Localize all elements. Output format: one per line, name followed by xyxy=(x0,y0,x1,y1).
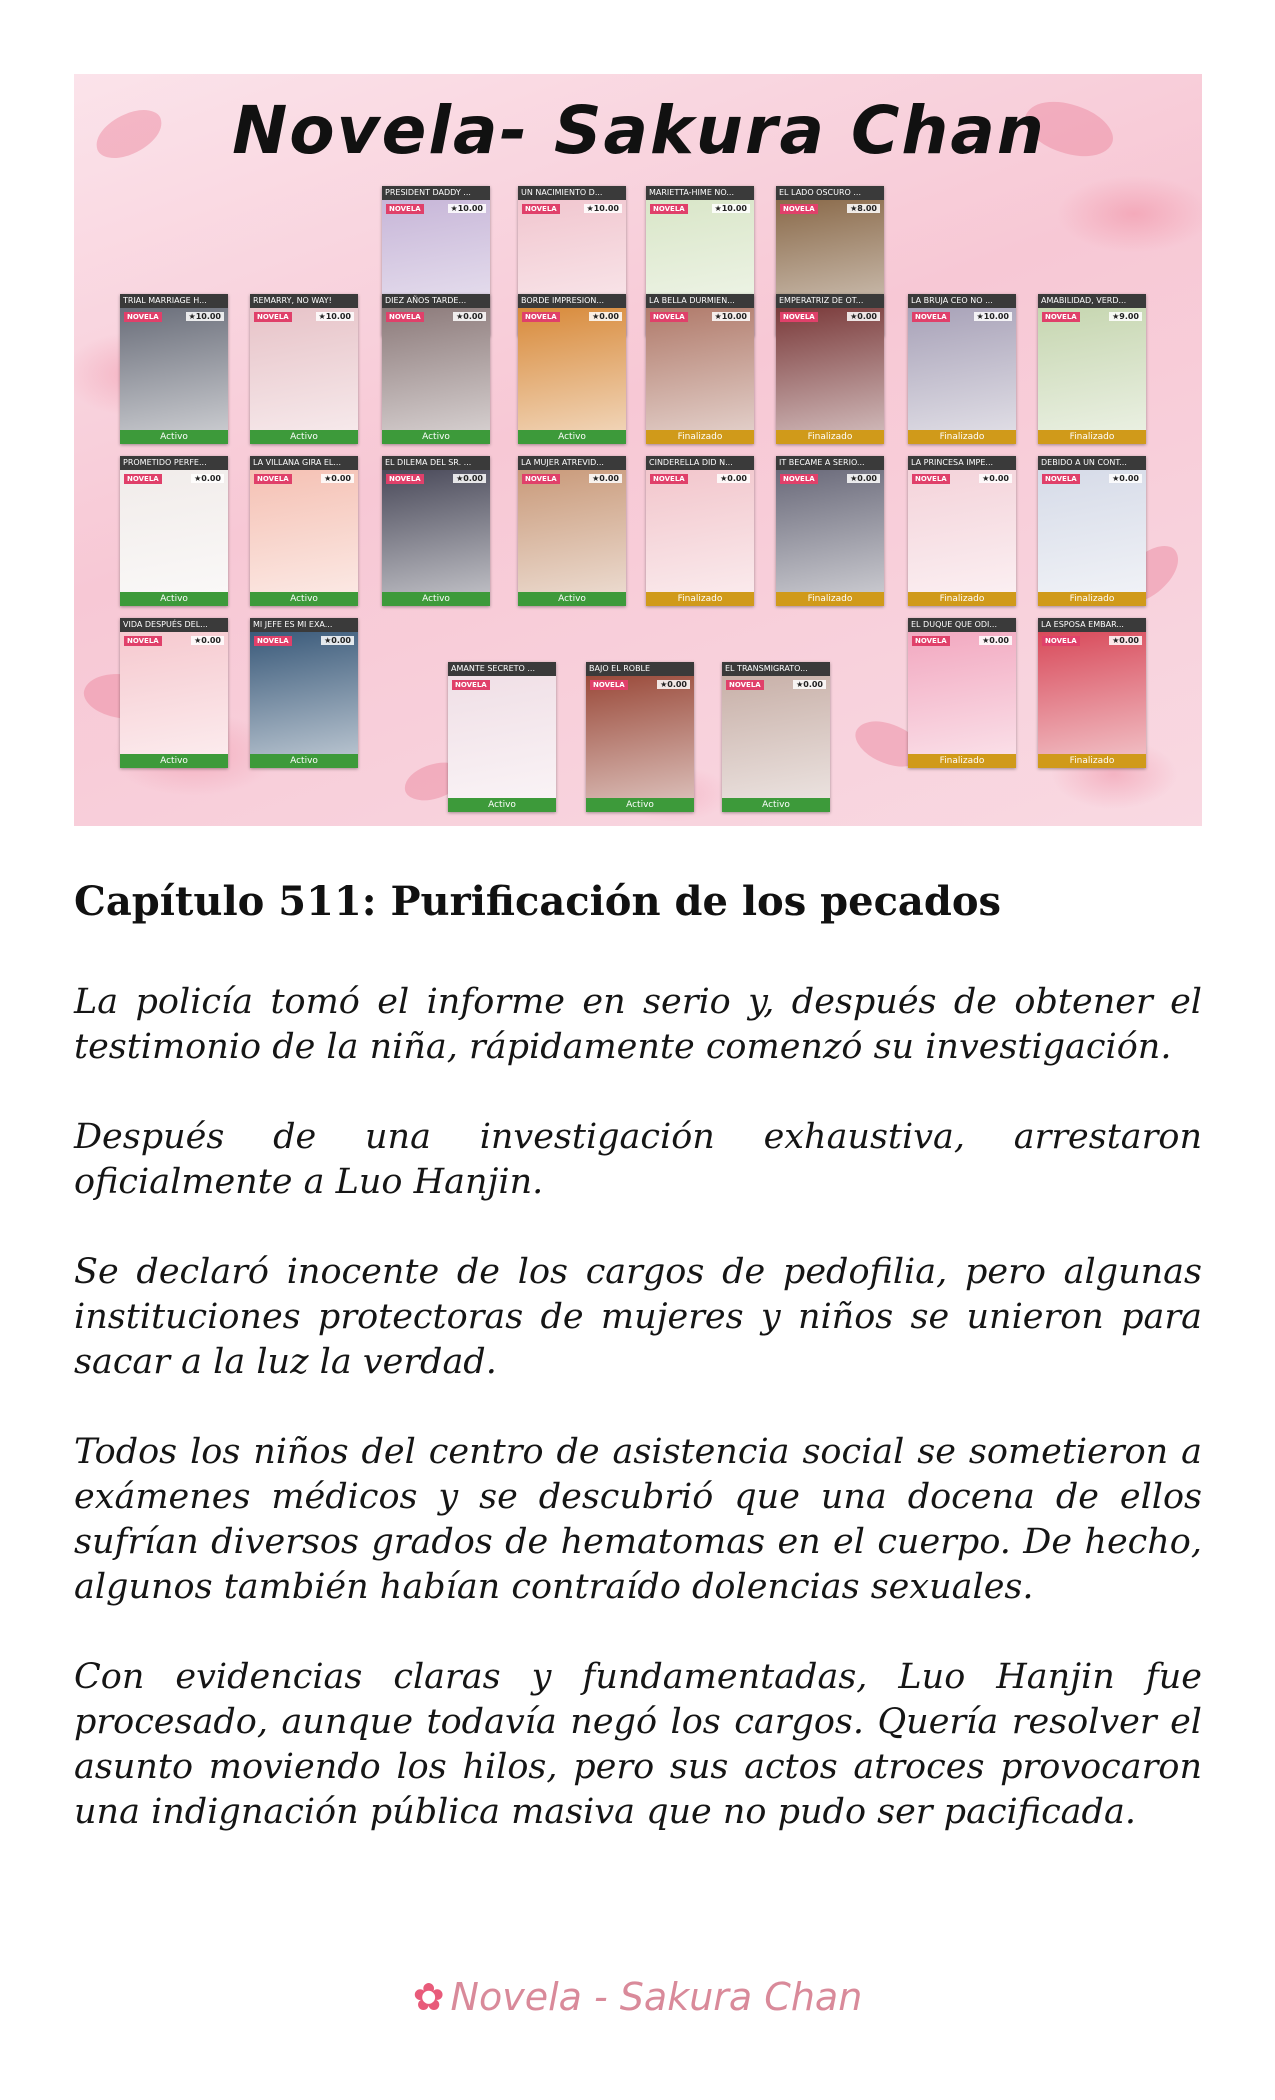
cover-title: PROMETIDO PERFE... xyxy=(120,456,228,470)
cover-status: Activo xyxy=(250,754,358,768)
cover-art xyxy=(776,470,884,592)
cover-tag: NOVELA xyxy=(386,204,424,214)
cover-rating: ★0.00 xyxy=(847,312,880,321)
novel-cover-card[interactable] xyxy=(120,294,228,444)
cover-rating: ★0.00 xyxy=(589,312,622,321)
cover-art xyxy=(908,632,1016,754)
cover-tag: NOVELA xyxy=(912,312,950,322)
novel-cover-card[interactable] xyxy=(1038,618,1146,768)
cover-rating: ★0.00 xyxy=(453,474,486,483)
cover-art xyxy=(646,470,754,592)
cover-title: LA MUJER ATREVID... xyxy=(518,456,626,470)
cover-title: EL LADO OSCURO ... xyxy=(776,186,884,200)
cover-rating: ★10.00 xyxy=(584,204,622,213)
cover-title: IT BECAME A SERIO... xyxy=(776,456,884,470)
cover-tag: NOVELA xyxy=(124,474,162,484)
cover-title: MI JEFE ES MI EXA... xyxy=(250,618,358,632)
cover-status: Finalizado xyxy=(908,592,1016,606)
cover-art xyxy=(382,470,490,592)
cover-title: BAJO EL ROBLE xyxy=(586,662,694,676)
novel-cover-card[interactable] xyxy=(120,456,228,606)
cover-status: Finalizado xyxy=(776,430,884,444)
cover-status: Activo xyxy=(250,430,358,444)
cover-tag: NOVELA xyxy=(1042,474,1080,484)
cover-status: Activo xyxy=(518,430,626,444)
cover-tag: NOVELA xyxy=(124,636,162,646)
cover-title: UN NACIMIENTO D... xyxy=(518,186,626,200)
cover-rating: ★0.00 xyxy=(717,474,750,483)
footer-watermark xyxy=(0,1975,1275,2019)
cover-title: PRESIDENT DADDY ... xyxy=(382,186,490,200)
cover-title: BORDE IMPRESION... xyxy=(518,294,626,308)
paragraph: La policía tomó el informe en serio y, después de obtener el testimonio de la niña, rápidamente comenzó su investigación. xyxy=(74,982,1202,1067)
cover-tag: NOVELA xyxy=(650,312,688,322)
cover-rating: ★10.00 xyxy=(974,312,1012,321)
novel-cover-card[interactable] xyxy=(250,456,358,606)
cover-title: EL DUQUE QUE ODI... xyxy=(908,618,1016,632)
cover-rating: ★0.00 xyxy=(979,474,1012,483)
cover-tag: NOVELA xyxy=(650,474,688,484)
footer-text: Novela - Sakura Chan xyxy=(450,1975,863,2019)
novel-cover-card[interactable] xyxy=(382,294,490,444)
cover-art xyxy=(120,308,228,430)
paragraph: Después de una investigación exhaustiva, arrestaron oficialmente a Luo Hanjin. xyxy=(74,1117,1202,1202)
cover-rating: ★0.00 xyxy=(321,474,354,483)
sakura-flower-icon: ✿ xyxy=(412,1975,445,2019)
cover-art xyxy=(646,308,754,430)
cover-status: Activo xyxy=(448,798,556,812)
novel-cover-card[interactable] xyxy=(646,294,754,444)
cover-title: VIDA DESPUÉS DEL... xyxy=(120,618,228,632)
cover-status: Finalizado xyxy=(908,754,1016,768)
cover-title: LA BELLA DURMIEN... xyxy=(646,294,754,308)
paragraph: Se declaró inocente de los cargos de pedofilia, pero algunas instituciones protectoras de mujeres y niños se unieron para sacar a la luz la verdad. xyxy=(74,1252,1202,1382)
cover-tag: NOVELA xyxy=(912,636,950,646)
cover-rating: ★10.00 xyxy=(186,312,224,321)
cover-rating: ★0.00 xyxy=(1109,474,1142,483)
cover-title: LA ESPOSA EMBAR... xyxy=(1038,618,1146,632)
novel-cover-card[interactable] xyxy=(776,456,884,606)
cover-status: Activo xyxy=(382,430,490,444)
cover-title: DEBIDO A UN CONT... xyxy=(1038,456,1146,470)
novel-cover-card[interactable] xyxy=(120,618,228,768)
cover-art xyxy=(722,676,830,798)
cover-rating: ★0.00 xyxy=(847,474,880,483)
novel-cover-card[interactable] xyxy=(1038,456,1146,606)
cover-tag: NOVELA xyxy=(522,204,560,214)
cover-status: Finalizado xyxy=(1038,592,1146,606)
cover-art xyxy=(120,470,228,592)
cover-status: Finalizado xyxy=(776,592,884,606)
cover-tag: NOVELA xyxy=(1042,636,1080,646)
novel-collection-banner xyxy=(74,74,1202,826)
cover-art xyxy=(120,632,228,754)
novel-cover-card[interactable] xyxy=(518,456,626,606)
cover-rating: ★10.00 xyxy=(712,312,750,321)
cover-title: DIEZ AÑOS TARDE... xyxy=(382,294,490,308)
cover-rating: ★10.00 xyxy=(712,204,750,213)
novel-cover-card[interactable] xyxy=(722,662,830,812)
cover-title: EMPERATRIZ DE OT... xyxy=(776,294,884,308)
cover-tag: NOVELA xyxy=(590,680,628,690)
novel-cover-card[interactable] xyxy=(908,294,1016,444)
cover-status: Activo xyxy=(120,430,228,444)
cover-status: Activo xyxy=(382,592,490,606)
cover-tag: NOVELA xyxy=(254,636,292,646)
cover-rating: ★8.00 xyxy=(847,204,880,213)
cover-status: Activo xyxy=(120,754,228,768)
cover-art xyxy=(1038,470,1146,592)
cover-title: AMANTE SECRETO ... xyxy=(448,662,556,676)
cover-art xyxy=(382,308,490,430)
cover-tag: NOVELA xyxy=(124,312,162,322)
paragraph: Todos los niños del centro de asistencia social se sometieron a exámenes médicos y se descubrió que una docena de ellos sufrían diversos grados de hematomas en el cuerpo. De hecho, algunos también habían contraído dolencias sexuales. xyxy=(74,1432,1202,1607)
novel-cover-card[interactable] xyxy=(518,294,626,444)
cover-status: Activo xyxy=(120,592,228,606)
cover-art xyxy=(250,470,358,592)
cover-tag: NOVELA xyxy=(452,680,490,690)
novel-cover-card[interactable] xyxy=(250,618,358,768)
cover-status: Finalizado xyxy=(646,592,754,606)
cover-title: LA PRINCESA IMPE... xyxy=(908,456,1016,470)
cover-rating: ★0.00 xyxy=(979,636,1012,645)
cover-title: MARIETTA-HIME NO... xyxy=(646,186,754,200)
cover-art xyxy=(518,470,626,592)
cover-art xyxy=(776,308,884,430)
cover-tag: NOVELA xyxy=(386,474,424,484)
cover-status: Activo xyxy=(518,592,626,606)
cover-status: Finalizado xyxy=(908,430,1016,444)
cover-rating: ★0.00 xyxy=(453,312,486,321)
cover-tag: NOVELA xyxy=(522,312,560,322)
cover-status: Finalizado xyxy=(1038,430,1146,444)
paragraph: Con evidencias claras y fundamentadas, Luo Hanjin fue procesado, aunque todavía negó los cargos. Quería resolver el asunto moviendo los hilos, pero sus actos atroces provocaron una indignación pública masiva que no pudo ser pacificada. xyxy=(74,1657,1202,1832)
banner-title: Novela- Sakura Chan xyxy=(232,92,1046,169)
cover-title: AMABILIDAD, VERD... xyxy=(1038,294,1146,308)
cover-title: EL DILEMA DEL SR. ... xyxy=(382,456,490,470)
cover-art xyxy=(518,308,626,430)
cover-art xyxy=(1038,308,1146,430)
cover-status: Finalizado xyxy=(646,430,754,444)
cover-rating: ★10.00 xyxy=(448,204,486,213)
cover-title: LA BRUJA CEO NO ... xyxy=(908,294,1016,308)
cover-tag: NOVELA xyxy=(726,680,764,690)
cover-rating: ★0.00 xyxy=(191,636,224,645)
cover-tag: NOVELA xyxy=(780,474,818,484)
novel-cover-card[interactable] xyxy=(908,456,1016,606)
cover-art xyxy=(586,676,694,798)
cover-status: Activo xyxy=(722,798,830,812)
cover-art xyxy=(1038,632,1146,754)
cover-title: REMARRY, NO WAY! xyxy=(250,294,358,308)
cover-status: Activo xyxy=(586,798,694,812)
chapter-title: Capítulo 511: Purificación de los pecados xyxy=(74,878,1002,925)
cover-tag: NOVELA xyxy=(386,312,424,322)
cover-art xyxy=(908,470,1016,592)
cover-rating: ★0.00 xyxy=(191,474,224,483)
chapter-body xyxy=(74,980,1202,1880)
cover-rating: ★0.00 xyxy=(1109,636,1142,645)
cover-title: LA VILLANA GIRA EL... xyxy=(250,456,358,470)
cover-rating: ★9.00 xyxy=(1109,312,1142,321)
cover-title: EL TRANSMIGRATO... xyxy=(722,662,830,676)
cover-tag: NOVELA xyxy=(254,474,292,484)
cover-tag: NOVELA xyxy=(522,474,560,484)
cover-rating: ★0.00 xyxy=(321,636,354,645)
cover-status: Finalizado xyxy=(1038,754,1146,768)
cover-rating: ★0.00 xyxy=(793,680,826,689)
cover-tag: NOVELA xyxy=(780,204,818,214)
novel-cover-card[interactable] xyxy=(646,456,754,606)
cover-title: TRIAL MARRIAGE H... xyxy=(120,294,228,308)
cover-art xyxy=(908,308,1016,430)
cover-title: CINDERELLA DID N... xyxy=(646,456,754,470)
novel-cover-card[interactable] xyxy=(382,456,490,606)
novel-cover-card[interactable] xyxy=(250,294,358,444)
cover-rating: ★10.00 xyxy=(316,312,354,321)
novel-cover-card[interactable] xyxy=(1038,294,1146,444)
novel-cover-card[interactable] xyxy=(586,662,694,812)
cover-tag: NOVELA xyxy=(650,204,688,214)
cover-art xyxy=(250,308,358,430)
cover-rating: ★0.00 xyxy=(657,680,690,689)
cover-art xyxy=(250,632,358,754)
cover-tag: NOVELA xyxy=(254,312,292,322)
cover-status: Activo xyxy=(250,592,358,606)
cover-tag: NOVELA xyxy=(780,312,818,322)
cover-rating: ★0.00 xyxy=(589,474,622,483)
cover-art xyxy=(448,676,556,798)
novel-cover-card[interactable] xyxy=(908,618,1016,768)
cover-tag: NOVELA xyxy=(912,474,950,484)
novel-cover-card[interactable] xyxy=(448,662,556,812)
novel-cover-card[interactable] xyxy=(776,294,884,444)
cover-tag: NOVELA xyxy=(1042,312,1080,322)
